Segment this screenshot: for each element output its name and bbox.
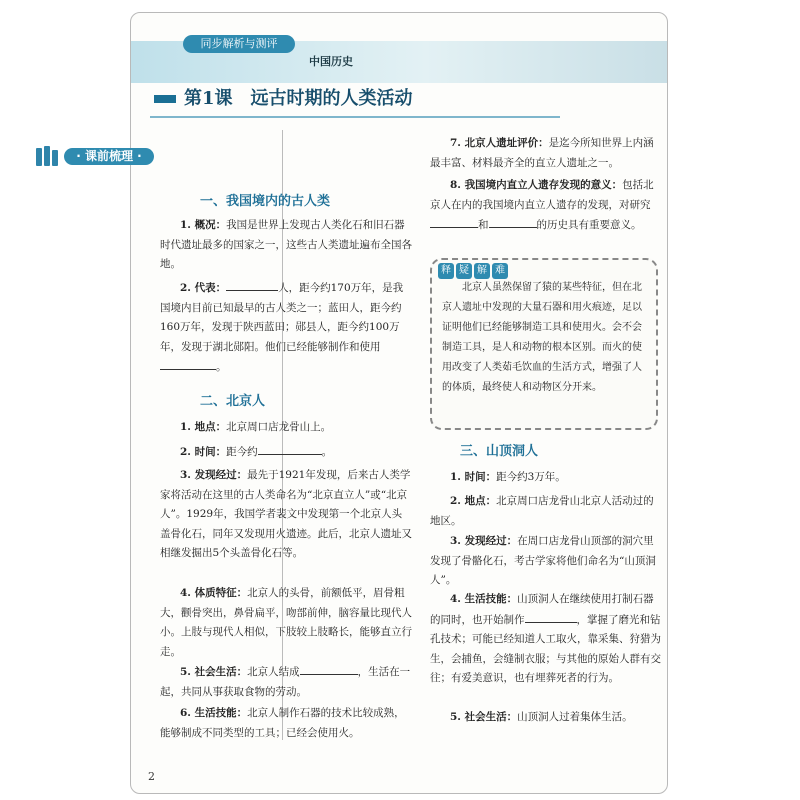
heading-peking-man: 二、北京人 xyxy=(200,394,266,409)
text-uc-social: 山顶洞人过着集体生活。 xyxy=(517,711,633,723)
label-uc-location: 2. 地点： xyxy=(450,495,497,507)
label-time: 2. 时间： xyxy=(180,446,227,458)
heading-ancient-humans: 一、我国境内的古人类 xyxy=(200,194,331,209)
badge-char: 难 xyxy=(492,263,508,279)
label-representatives: 2. 代表： xyxy=(180,282,227,294)
paragraph-time xyxy=(160,442,412,463)
text-representatives-a: 人，距今约170万年，是我国境内目前已知最早的古人类之一；蓝田人，距今约160万年，发现于陕西蓝田；郧县人，距今约100万年，发现于湖北郧阳。他们已经能够制作和使用 xyxy=(160,282,404,353)
paragraph-social-life xyxy=(160,662,412,702)
blank-2[interactable] xyxy=(160,357,216,370)
paragraph-location xyxy=(160,418,412,438)
label-location: 1. 地点： xyxy=(180,421,227,433)
paragraph-uc-location xyxy=(430,492,664,531)
blank-3[interactable] xyxy=(258,442,322,455)
text-uc-discovery: 在周口店龙骨山顶部的洞穴里发现了骨骼化石，考古学家将他们命名为“山顶洞人”。 xyxy=(430,535,656,586)
lesson-title: 第1课 远古时期的人类活动 xyxy=(184,88,413,109)
blank-6[interactable] xyxy=(489,215,537,228)
section-label: · 课前梳理 · xyxy=(64,148,154,165)
paragraph-uc-social xyxy=(430,708,664,728)
paragraph-physique xyxy=(160,584,412,662)
text-uc-location: 北京周口店龙骨山北京人活动过的地区。 xyxy=(430,495,654,527)
blank-7[interactable] xyxy=(525,610,577,623)
paragraph-skills xyxy=(160,704,412,743)
paragraph-evaluation xyxy=(430,134,664,173)
text-physique: 北京人的头骨，前额低平，眉骨粗大，颧骨突出，鼻骨扁平，吻部前伸，脑容量比现代人小。上肢与现代人相似，下肢较上肢略长，能够直立行走。 xyxy=(160,587,412,658)
title-underline xyxy=(150,116,560,118)
text-social-life-b: ，生活在一起，共同从事获取食物的劳动。 xyxy=(160,666,411,698)
lesson-marker-icon xyxy=(154,95,176,103)
paragraph-significance xyxy=(430,176,664,236)
text-overview: 我国是世界上发现古人类化石和旧石器时代遗址最多的国家之一，这些古人类遗址遍布全国各地。 xyxy=(160,219,412,270)
label-social-life: 5. 社会生活： xyxy=(180,666,248,678)
text-significance-b: 和 xyxy=(478,219,489,231)
paragraph-overview xyxy=(160,216,412,275)
text-significance-c: 的历史具有重要意义。 xyxy=(536,219,642,231)
section-header xyxy=(36,146,154,166)
subject-label: 中国历史 xyxy=(309,55,353,68)
paragraph-uc-skills xyxy=(430,590,664,689)
text-time-b: 。 xyxy=(321,446,333,458)
label-uc-skills: 4. 生活技能： xyxy=(450,593,518,605)
text-discovery: 最先于1921年发现，后来古人类学家将活动在这里的古人类命名为“北京直立人”或“北京人”。1929年，我国学者裴文中发现第一个北京人头盖骨化石，同年又发现用火遗迹。此后，北京人遗址又相继发掘出5个头盖骨化石等。 xyxy=(160,469,412,559)
heading-upper-cave-man: 三、山顶洞人 xyxy=(460,444,539,459)
blank-4[interactable] xyxy=(300,662,358,675)
label-uc-discovery: 3. 发现经过： xyxy=(450,535,518,547)
label-physique: 4. 体质特征： xyxy=(180,587,248,599)
paragraph-discovery xyxy=(160,466,412,564)
paragraph-uc-time xyxy=(430,468,664,488)
label-skills: 6. 生活技能： xyxy=(180,707,248,719)
label-uc-social: 5. 社会生活： xyxy=(450,711,518,723)
series-tag: 同步解析与测评 xyxy=(183,35,295,53)
explanation-body: 北京人虽然保留了猿的某些特征，但在北京人遗址中发现的大量石器和用火痕迹，足以证明他们已经能够制造工具和使用火。会不会制造工具，是人和动物的根本区别。而火的使用改变了人类茹毛饮血的生活方式，增强了人的体质，最终使人和动物区分开来。 xyxy=(442,282,642,393)
text-significance-a: 包括北京人在内的我国境内直立人遗存的发现，对研究 xyxy=(430,179,654,211)
books-icon xyxy=(36,146,60,166)
text-location: 北京周口店龙骨山上。 xyxy=(226,421,332,433)
explanation-box xyxy=(430,258,658,430)
text-time-a: 距今约 xyxy=(226,446,258,458)
badge-char: 释 xyxy=(438,263,454,279)
badge-char: 疑 xyxy=(456,263,472,279)
explanation-badge xyxy=(438,258,510,274)
page-number: 2 xyxy=(148,770,155,783)
label-evaluation: 7. 北京人遗址评价： xyxy=(450,137,549,149)
text-uc-skills-a: 山顶洞人在继续使用打制石器的同时，也开始制作 xyxy=(430,593,654,626)
label-discovery: 3. 发现经过： xyxy=(180,469,248,481)
label-significance: 8. 我国境内直立人遗存发现的意义： xyxy=(450,179,623,191)
label-uc-time: 1. 时间： xyxy=(450,471,497,483)
text-skills: 北京人制作石器的技术比较成熟，能够制成不同类型的工具；已经会使用火。 xyxy=(160,707,405,739)
paragraph-uc-discovery xyxy=(430,532,664,591)
label-overview: 1. 概况： xyxy=(180,219,227,231)
text-evaluation: 是迄今所知世界上内涵最丰富、材料最齐全的直立人遗址之一。 xyxy=(430,137,654,169)
badge-char: 解 xyxy=(474,263,490,279)
lesson-heading xyxy=(150,84,470,114)
explanation-text xyxy=(442,278,644,398)
text-uc-skills-b: ，掌握了磨光和钻孔技术；可能已经知道人工取火，靠采集、狩猎为生，会捕鱼，会缝制衣服；与其他的原始人群有交往；有爱美意识，也有埋葬死者的行为。 xyxy=(430,613,661,684)
text-representatives-b: 。 xyxy=(216,361,227,373)
text-social-life-a: 北京人结成 xyxy=(247,666,300,678)
blank-1[interactable] xyxy=(226,278,278,291)
paragraph-representatives xyxy=(160,278,412,378)
blank-5[interactable] xyxy=(430,215,478,228)
text-uc-time: 距今约3万年。 xyxy=(496,471,566,483)
